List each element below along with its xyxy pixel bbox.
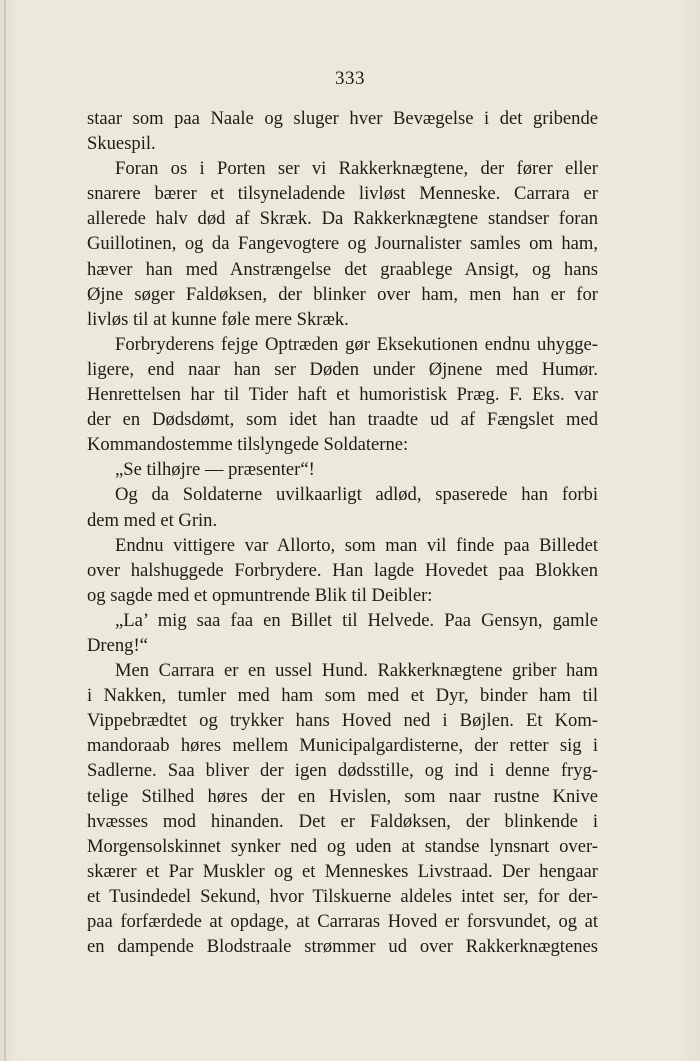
text-line: staar som paa Naale og sluger hver Bevægelse i det gribende [87,108,598,129]
text-line: allerede halv død af Skræk. Da Rakkerknægtene standser foran [87,208,598,230]
text-line: en dampende Blodstraale strømmer ud over Rakkerknægtenes [87,936,598,958]
page-number: 333 [335,68,365,89]
body-text [87,106,598,959]
text-line: hvæsses mod hinanden. Det er Faldøksen, der blinkende i [87,810,598,832]
text-line: Henrettelsen har til Tider haft et humoristisk Præg. F. Eks. var [87,384,598,406]
text-line: ligere, end naar han ser Døden under Øjnene med Humør. [87,358,598,380]
text-line: mandoraab høres mellem Municipalgardisterne, der retter sig i [87,735,598,757]
text-line: telige Stilhed høres der en Hvislen, som naar rustne Knive [87,785,598,807]
text-line: og sagde med et opmuntrende Blik til Deibler: [87,584,433,606]
text-line: Kommandostemme tilslyngede Soldaterne: [87,434,409,456]
page-binding-edge [4,0,6,1061]
text-line: Morgensolskinnet synker ned og uden at standse lynsnart over- [87,835,598,857]
text-line: Øjne søger Faldøksen, der blinker over ham, men han er for [87,283,598,305]
text-line: Foran os i Porten ser vi Rakkerknægtene, der fører eller [115,158,598,180]
text-line: Vippebrædtet og trykker hans Hoved ned i Bøjlen. Et Kom- [87,710,598,732]
text-line: et Tusindedel Sekund, hvor Tilskuerne aldeles intet ser, for der- [87,885,598,907]
text-line: hæver han med Anstrængelse det graablege Ansigt, og hans [87,258,598,280]
text-line: Endnu vittigere var Allorto, som man vil finde paa Billedet [115,534,598,556]
text-line: Forbryderens fejge Optræden gør Eksekutionen endnu uhygge- [115,333,598,355]
text-line: Sadlerne. Saa bliver der igen dødsstille, og ind i denne fryg- [87,760,598,782]
text-line: skærer et Par Muskler og et Menneskes Livstraad. Der hengaar [87,860,598,882]
text-line: snarere bærer et tilsyneladende livløst Menneske. Carrara er [87,183,598,205]
text-line: Guillotinen, og da Fangevogtere og Journalister samles om ham, [87,233,598,255]
text-line: i Nakken, tumler med ham som med et Dyr, binder ham til [87,685,598,707]
text-line: over halshuggede Forbrydere. Han lagde Hovedet paa Blokken [87,559,598,581]
text-line: Men Carrara er en ussel Hund. Rakkerknægtene griber ham [115,660,598,682]
text-line: Skuespil. [87,133,156,155]
text-line: „Se tilhøjre — præsenter“! [115,459,315,481]
text-line: Dreng!“ [87,634,148,656]
text-line: der en Dødsdømt, som idet han traadte ud af Fængslet med [87,409,598,431]
text-line: livløs til at kunne føle mere Skræk. [87,308,349,330]
text-line: paa forfærdede at opdage, at Carraras Hoved er forsvundet, og at [87,911,598,932]
text-line: Og da Soldaterne uvilkaarligt adlød, spaserede han forbi [115,484,598,506]
text-line: dem med et Grin. [87,509,218,531]
text-line: „La’ mig saa faa en Billet til Helvede. Paa Gensyn, gamle [115,609,598,631]
